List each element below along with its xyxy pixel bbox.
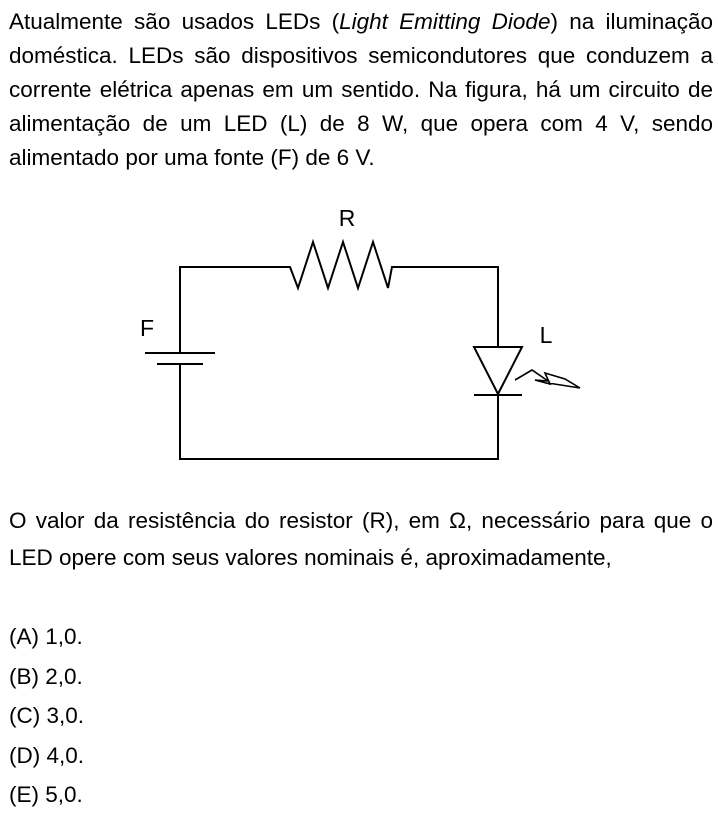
option-letter: (D): [9, 742, 41, 768]
led-diode-triangle: [474, 347, 522, 394]
intro-text-start: Atualmente são usados LEDs (: [9, 9, 340, 34]
circuit-wire-bottom: [180, 364, 498, 459]
option-value: 4,0.: [46, 742, 85, 768]
option-letter: (C): [9, 703, 41, 728]
option-letter: (B): [9, 663, 39, 689]
option-value: 3,0.: [46, 703, 85, 728]
option-value: 5,0.: [45, 782, 83, 807]
circuit-wire: [180, 242, 498, 353]
option-e[interactable]: [9, 775, 84, 815]
option-value: 2,0.: [45, 663, 83, 689]
answer-options: [9, 617, 84, 815]
intro-text-italic: Light Emitting Diode: [339, 9, 551, 34]
resistor-label: R: [338, 205, 356, 231]
option-b[interactable]: [9, 657, 84, 697]
source-label: F: [139, 315, 155, 341]
option-d[interactable]: [9, 736, 84, 776]
led-light-icon: [515, 370, 580, 388]
led-label: L: [539, 322, 553, 348]
option-a[interactable]: [9, 617, 84, 657]
option-letter: (E): [9, 782, 39, 807]
option-value: 1,0.: [45, 624, 83, 649]
option-letter: (A): [9, 624, 39, 649]
question-text: O valor da resistência do resistor (R), em Ω, necessário para que o LED opere com seus valores nominais é, aproximadamente,: [9, 508, 713, 570]
option-c[interactable]: [9, 696, 84, 736]
intro-text-end: ) na iluminação doméstica. LEDs são dispositivos semicondutores que conduzem a corrente elétrica apenas em um sentido. Na figura, há um circuito de alimentação de um LED (L) de 8 W, que opera com 4 V, sendo alimentado por uma fonte (F) de 6 V.: [9, 9, 714, 170]
